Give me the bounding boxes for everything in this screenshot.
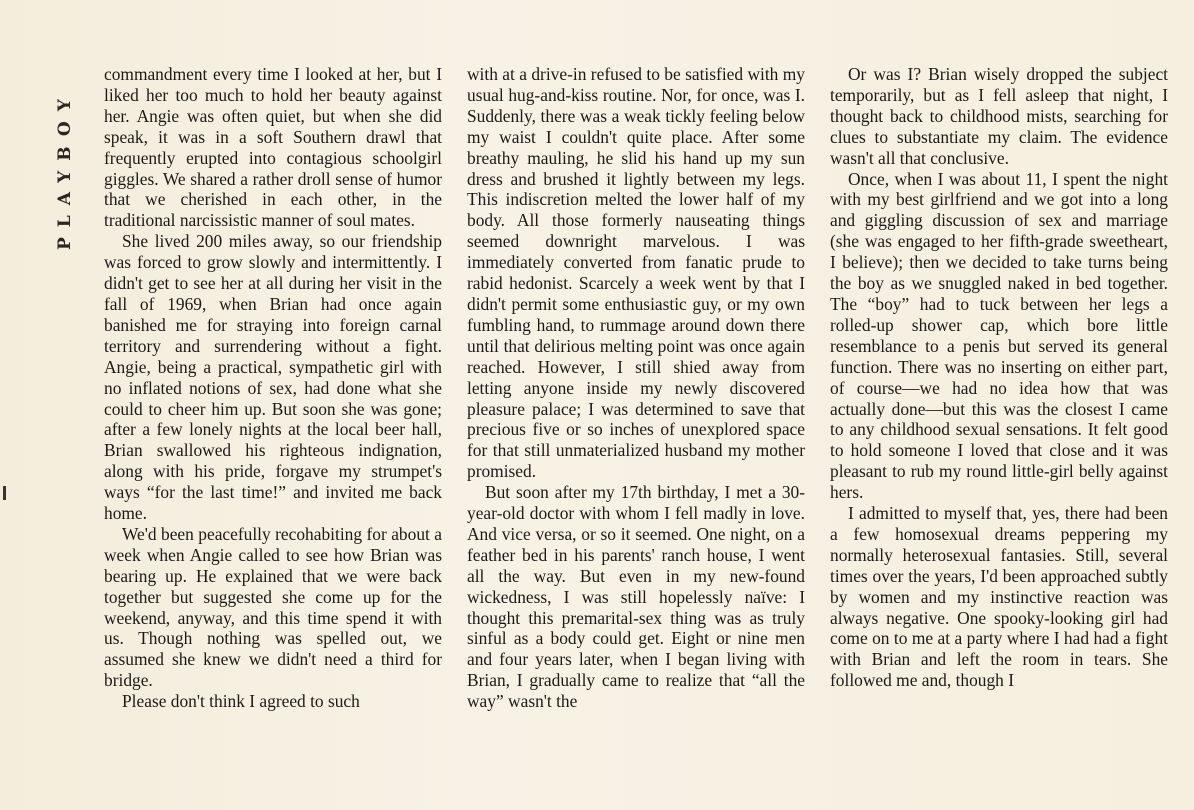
- text-column-1: [104, 64, 442, 712]
- paragraph: But soon after my 17th birthday, I met a 30-year-old doctor with whom I fell madly in love. And vice versa, or so it seemed. One night, on a feather bed in his parents' ranch house, I went all the way. But even in my new-found wickedness, I was still hopelessly naïve: I thought this premarital-sex thing was as truly sinful as a body could get. Eight or nine men and four years later, when I began living with Brian, I gradually came to realize that “all the way” wasn't the: [467, 482, 805, 712]
- text-column-3: [830, 64, 1168, 691]
- paragraph: We'd been peacefully recohabiting for about a week when Angie called to see how Brian was bearing up. He explained that we were back together but suggested she come up for the weekend, anyway, and this time spend it with us. Though nothing was spelled out, we assumed she knew we didn't need a third for bridge.: [104, 523, 442, 691]
- paragraph: I admitted to myself that, yes, there had been a few homosexual dreams peppering my normally heterosexual fantasies. Still, several times over the years, I'd been approached subtly by women and my instinctive reaction was always negative. One spooky-looking girl had come on to me at a party where I had had a fight with Brian and left the room in tears. She followed me and, though I: [830, 503, 1168, 691]
- paragraph: with at a drive-in refused to be satisfied with my usual hug-and-kiss routine. Nor, for once, was I. Suddenly, there was a weak tickly feeling below my waist I couldn't quite place. After some breathy mauling, he slid his hand up my sun dress and brushed it lightly between my legs. This indiscretion melted the lower half of my body. All those formerly nauseating things seemed downright marvelous. I was immediately converted from fanatic prude to rabid hedonist. Scarcely a week went by that I didn't permit some enthusiastic guy, or my own fumbling hand, to rummage around down there until that delirious melting point was once again reached. However, I still shied away from letting anyone inside my newly discovered pleasure palace; I was determined to save that precious five or so inches of unexplored space for that still unmaterialized husband my mother promised.: [467, 64, 805, 482]
- paragraph: commandment every time I looked at her, but I liked her too much to hold her beauty against her. Angie was often quiet, but when she did speak, it was in a soft Southern drawl that frequently erupted into contagious schoolgirl giggles. We shared a rather droll sense of humor that we cherished in each other, in the traditional narcissistic manner of soul mates.: [104, 64, 442, 231]
- paragraph: She lived 200 miles away, so our friendship was forced to grow slowly and intermittently. I didn't get to see her at all during her visit in the fall of 1969, when Brian had once again banished me for straying into foreign carnal territory and surrendering without a fight. Angie, being a practical, sympathetic girl with no inflated notions of sex, had done what she could to cheer him up. But soon she was gone; after a few lonely nights at the local beer hall, Brian swallowed his righteous indignation, along with his pride, forgave my strumpet's ways “for the last time!” and invited me back home.: [104, 231, 442, 524]
- margin-mark: [3, 486, 6, 500]
- magazine-page: PLAYBOY commandment every time I looked at her, but I liked her too much to hold her beauty against her. Angie was often quiet, but when she did speak, it was in a soft Southern drawl that frequently erupted into contagious schoolgirl giggles. We shared a rather droll sense of humor that we cherished in each other, in the traditional narcissistic manner of soul mates. She lived 200 miles away, so our friendship was forced to grow slowly and intermittently. I didn't get to see her at all during her visit in the fall of 1969, when Brian had once again banished me for straying into foreign carnal territory and surrendering without a fight. Angie, being a practical, sympathetic girl with no inflated notions of sex, had done what she could to cheer him up. But soon she was gone; after a few lonely nights at the local beer hall, Brian swallowed his righteous indignation, along with his pride, forgave my strumpet's ways “for the last time!” and invited me back home. We'd been peacefully recohabiting for about a week when Angie called to see how Brian was bearing up. He explained that we were back together but suggested she come up for the weekend, anyway, and this time spend it with us. Though nothing was spelled out, we assumed she knew we didn't need a third for bridge. Please don't think I agreed to such with at a drive-in refused to be satisfied with my usual hug-and-kiss routine. Nor, for once, was I. Suddenly, there was a weak tickly feeling below my waist I couldn't quite place. After some breathy mauling, he slid his hand up my sun dress and brushed it lightly between my legs. This indiscretion melted the lower half of my body. All those formerly nauseating things seemed downright marvelous. I was immediately converted from fanatic prude to rabid hedonist. Scarcely a week went by that I didn't permit some enthusiastic guy, or my own fumbling hand, to rummage around down there until that delirious melting point was once again reached. However, I still shied away from letting anyone inside my newly discovered pleasure palace; I was determined to save that precious five or so inches of unexplored space for that still unmaterialized husband my mother promised. But soon after my 17th birthday, I met a 30-year-old doctor with whom I fell madly in love. And vice versa, or so it seemed. One night, on a feather bed in his parents' ranch house, I went all the way. But even in my new-found wickedness, I was still hopelessly naïve: I thought this premarital-sex thing was as truly sinful as a body could get. Eight or nine men and four years later, when I began living with Brian, I gradually came to realize that “all the way” wasn't the Or was I? Brian wisely dropped the subject temporarily, but as I fell asleep that night, I thought back to childhood mists, searching for clues to substantiate my claim. The evidence wasn't all that conclusive. Once, when I was about 11, I spent the night with my best girlfriend and we got into a long and giggling discussion of sex and marriage (she was engaged to her fifth-grade sweetheart, I believe); then we decided to take turns being the boy as we snuggled naked in bed together. The “boy” had to tuck between her legs a rolled-up shower cap, which bore little resemblance to a penis but served its general function. There was no inserting on either part, of course—we had no idea how that was actually done—but this was the closest I came to any childhood sexual sensations. It felt good to hold someone I loved that close and it was pleasant to rub my round little-girl belly against hers. I admitted to myself that, yes, there had been a few homosexual dreams peppering my normally heterosexual fantasies. Still, several times over the years, I'd been approached subtly by women and my instinctive reaction was always negative. One spooky-looking girl had come on to me at a party where I had had a fight with Brian and left the room in tears. She followed me and, though I: [0, 0, 1194, 810]
- paragraph: Please don't think I agreed to such: [122, 691, 360, 712]
- paragraph: Once, when I was about 11, I spent the night with my best girlfriend and we got into a long and giggling discussion of sex and marriage (she was engaged to her fifth-grade sweetheart, I believe); then we decided to take turns being the boy as we snuggled naked in bed together. The “boy” had to tuck between her legs a rolled-up shower cap, which bore little resemblance to a penis but served its general function. There was no inserting on either part, of course—we had no idea how that was actually done—but this was the closest I came to any childhood sexual sensations. It felt good to hold someone I loved that close and it was pleasant to rub my round little-girl belly against hers.: [830, 168, 1168, 503]
- paragraph: Or was I? Brian wisely dropped the subject temporarily, but as I fell asleep that night, I thought back to childhood mists, searching for clues to substantiate my claim. The evidence wasn't all that conclusive.: [830, 64, 1168, 168]
- text-column-2: [467, 64, 805, 712]
